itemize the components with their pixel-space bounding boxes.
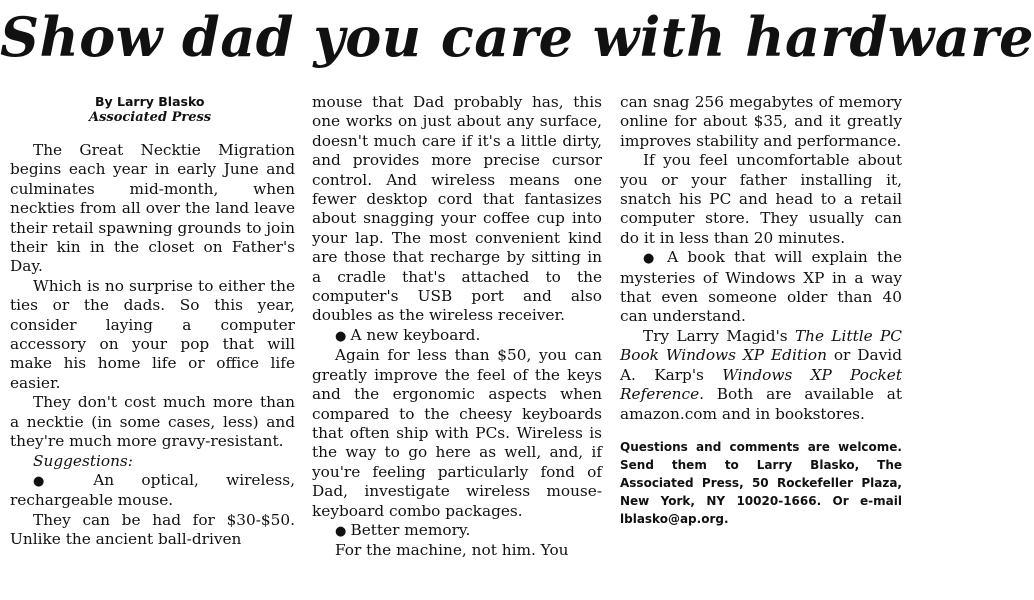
paragraph: can snag 256 megabytes of memory online for about $35, and it greatly improves stability and performance. (620, 93, 902, 150)
article-column-2 (312, 93, 602, 561)
article-column-1 (10, 93, 295, 550)
bullet-icon (643, 248, 667, 266)
paragraph: They can be had for $30-$50. Unlike the ancient ball-driven (10, 510, 295, 549)
paragraph: The Great Necktie Migration begins each year in early June and culminates mid-month, when neckties from all over the land leave their retail spawning grounds to join their kin in the closet on Father's Day. (10, 141, 295, 276)
paragraph: They don't cost much more than a necktie (in some cases, less) and they're much more gravy-resistant. (10, 393, 295, 451)
bullet-icon (33, 471, 93, 489)
bullet-item: ● An optical, wireless, rechargeable mouse. (10, 471, 295, 511)
book-title: Windows XP Pocket Reference (620, 365, 902, 404)
paragraph: Which is no surprise to either the ties or the dads. So this year, consider laying a computer accessory on your pop that will make his home life or office life easier. (10, 276, 295, 392)
paragraph: Again for less than $50, you can greatly improve the feel of the keys and the ergonomic aspects when compared to the cheesy keyboards that often ship with PCs. Wireless is the way to go here as well, and, if you're feeling particularly fond of Dad, investigate wireless mouse-keyboard combo packages. (312, 346, 602, 520)
bullet-item: ● A book that will explain the mysteries of Windows XP in a way that even someone older than 40 can understand. (620, 248, 902, 327)
bullet-item: ● Better memory. (312, 521, 602, 541)
paragraph: For the machine, not him. You (335, 541, 569, 560)
paragraph: Try Larry Magid's The Little PC Book Windows XP Edition or David A. Karp's Windows XP Pocket Reference. Both are available at amazon.com and in bookstores. (620, 326, 902, 423)
paragraph: If you feel uncomfortable about you or your father installing it, snatch his PC and head to a retail computer store. They usually can do it in less than 20 minutes. (620, 151, 902, 247)
article-column-3 (620, 93, 902, 528)
affiliation: Associated Press (89, 110, 212, 125)
byline: By Larry Blasko (95, 94, 205, 109)
bullet-icon (335, 521, 350, 539)
book-title: The Little PC Book Windows XP Edition (620, 326, 902, 365)
headline: Show dad you care with hardware (0, 5, 1034, 69)
suggestions-label: Suggestions: (33, 451, 133, 470)
paragraph: mouse that Dad probably has, this one works on just about any surface, doesn't much care if it's a little dirty, and provides more precise cursor control. And wireless means one fewer desktop cord that fantasizes about snagging your coffee cup into your lap. The most convenient kind are those that recharge by sitting in a cradle that's attached to the computer's USB port and also doubles as the wireless receiver. (312, 93, 602, 325)
contact-info: Questions and comments are welcome. Send them to Larry Blasko, The Associated Press, 50 Rockefeller Plaza, New York, NY 10020-1666. Or e-mail lblasko@ap.org. (620, 439, 902, 526)
bullet-icon (335, 326, 350, 344)
bullet-item: ● A new keyboard. (312, 326, 602, 346)
